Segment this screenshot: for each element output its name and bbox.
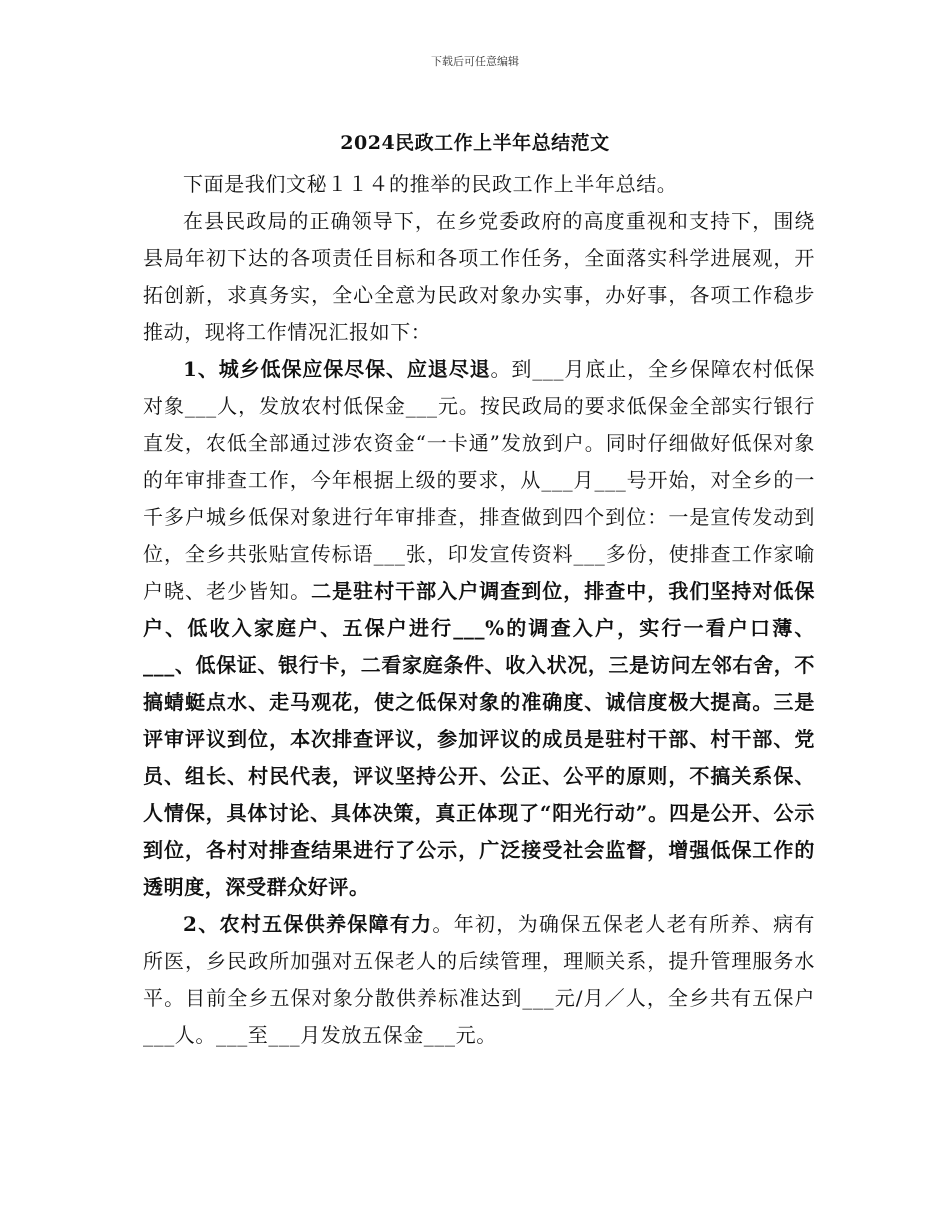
overview-paragraph: 在县民政局的正确领导下，在乡党委政府的高度重视和支持下，围绕县局年初下达的各项责任目标和各项工作任务，全面落实科学进展观，开拓创新，求真务实，全心全意为民政对象办实事，办好事，各项工作稳步推动，现将工作情况汇报如下： bbox=[143, 209, 815, 344]
intro-paragraph: 下面是我们文秘１１４的推举的民政工作上半年总结。 bbox=[183, 172, 678, 196]
section-1-heading: 1、城乡低保应保尽保、应退尽退 bbox=[183, 357, 491, 381]
section-2-heading: 2、农村五保供养保障有力 bbox=[183, 912, 433, 936]
section-1-bold-text: 二是驻村干部入户调查到位，排查中，我们坚持对低保户、低收入家庭户、五保户进行___%的调查入户，实行一看户口薄、___、低保证、银行卡，二看家庭条件、收入状况，三是访问左邻右舍，不搞蜻蜓点水、走马观花，使之低保对象的准确度、诚信度极大提高。三是评审评议到位，本次排查评议，参加评议的成员是驻村干部、村干部、党员、组长、村民代表，评议坚持公开、公正、公平的原则，不搞关系保、人情保，具体讨论、具体决策，真正体现了“阳光行动”。四是公开、公示到位，各村对排查结果进行了公示，广泛接受社会监督，增强低保工作的透明度，深受群众好评。 bbox=[143, 579, 815, 899]
header-note: 下载后可任意编辑 bbox=[431, 55, 519, 68]
section-2-paragraph bbox=[143, 906, 815, 1054]
document-body bbox=[143, 166, 815, 1054]
document-title: 2024民政工作上半年总结范文 bbox=[340, 132, 610, 154]
section-1-paragraph bbox=[143, 351, 815, 906]
section-2-text: 。年初，为确保五保老人老有所养、病有所医，乡民政所加强对五保老人的后续管理，理顺关系，提升管理服务水平。目前全乡五保对象分散供养标准达到___元/月／人，全乡共有五保户___人。___至___月发放五保金___元。 bbox=[143, 912, 815, 1047]
section-1-text: 。到___月底止，全乡保障农村低保对象___人，发放农村低保金___元。按民政局的要求低保金全部实行银行直发，农低全部通过涉农资金“一卡通”发放到户。同时仔细做好低保对象的年审排查工作，今年根据上级的要求，从___月___号开始，对全乡的一千多户城乡低保对象进行年审排查，排查做到四个到位：一是宣传发动到位，全乡共张贴宣传标语___张，印发宣传资料___多份，使排查工作家喻户晓、老少皆知。 bbox=[143, 357, 815, 603]
